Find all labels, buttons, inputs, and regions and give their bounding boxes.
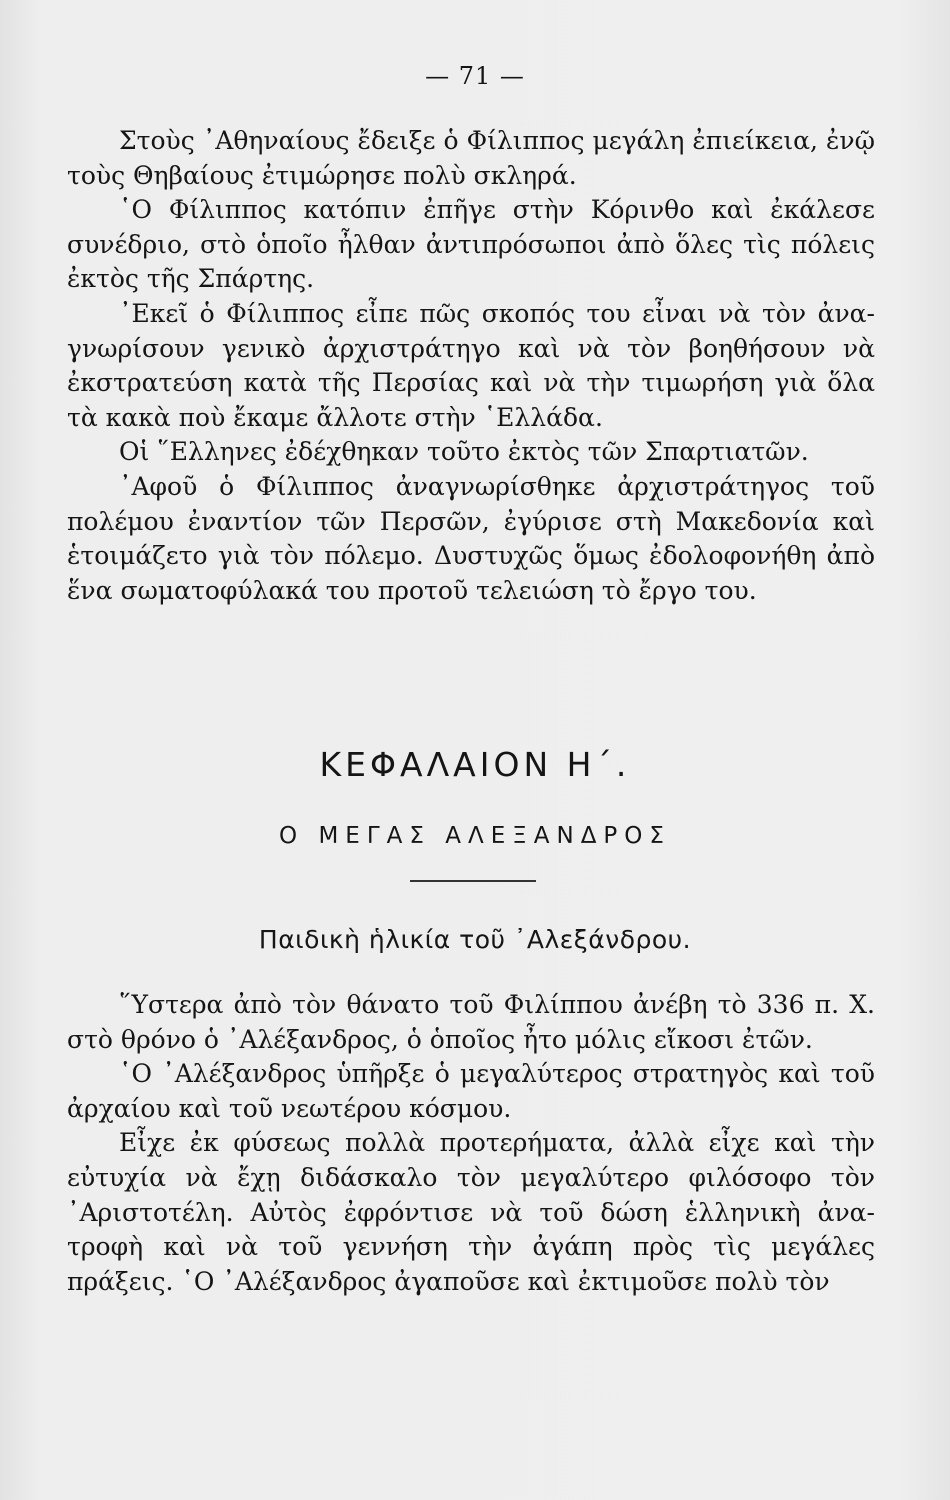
paragraph: ῾Ο ᾿Αλέξανδρος ὑπῆρξε ὁ μεγαλύτερος στρατηγὸς καὶ τοῦ ἀρχαίου καὶ τοῦ νεωτέρου κόσμου. — [67, 1059, 875, 1123]
divider-rule — [410, 880, 536, 882]
text-block-bottom — [67, 988, 875, 1299]
paragraph: Εἶχε ἐκ φύσεως πολλὰ προτερήματα, ἀλλὰ εἶχε καὶ τὴν εὐτυχία νὰ ἔχῃ διδάσκαλο τὸν μεγαλύτερο φιλόσοφο τὸν ᾿Αριστοτέλη. Αὐτὸς ἐφρόντισε νὰ τοῦ δώση ἑλληνικὴ ἀνατροφὴ καὶ νὰ τοῦ γεννήση τὴν ἀγάπη πρὸς τὶς μεγάλες πράξεις. ῾Ο ᾿Αλέξανδρος ἀγαποῦσε καὶ ἐκτιμοῦσε πολὺ τὸν — [67, 1128, 875, 1296]
paragraph: ῞Υστερα ἀπὸ τὸν θάνατο τοῦ Φιλίππου ἀνέβη τὸ 336 π. Χ. στὸ θρόνο ὁ ᾿Αλέξανδρος, ὁ ὁποῖος ἦτο μόλις εἴκοσι ἐτῶν. — [67, 990, 875, 1054]
section-title: Παιδικὴ ἡλικία τοῦ ᾿Αλεξάνδρου. — [258, 925, 692, 954]
paragraph: ᾿Εκεῖ ὁ Φίλιππος εἶπε πῶς σκοπός του εἶναι νὰ τὸν ἀναγνωρίσουν γενικὸ ἀρχιστράτηγο καὶ νὰ τὸν βοηθήσουν νὰ ἐκστρατεύση κατὰ τῆς Περσίας καὶ νὰ τὴν τιμωρήση γιὰ ὅλα τὰ κακὰ ποὺ ἔκαμε ἄλλοτε στὴν ῾Ελλάδα. — [67, 298, 875, 432]
chapter-heading: ΚΕΦΑΛΑΙΟΝ Η΄. — [319, 745, 631, 784]
paragraph: Στοὺς ᾿Αθηναίους ἔδειξε ὁ Φίλιππος μεγάλη ἐπιείκεια, ἐνῷ τοὺς Θηβαίους ἐτιμώρησε πολὺ σκληρά. — [67, 126, 875, 190]
paragraph: ῾Ο Φίλιππος κατόπιν ἐπῆγε στὴν Κόρινθο καὶ ἐκάλεσε συνέδριο, στὸ ὁποῖο ἦλθαν ἀντιπρόσωποι ἀπὸ ὅλες τὶς πόλεις ἐκτὸς τῆς Σπάρτης. — [67, 195, 875, 294]
paragraph: ᾿Αφοῦ ὁ Φίλιππος ἀναγνωρίσθηκε ἀρχιστράτηγος τοῦ πολέμου ἐναντίον τῶν Περσῶν, ἐγύρισε στὴ Μακεδονία καὶ ἑτοιμάζετο γιὰ τὸν πόλεμο. Δυστυχῶς ὅμως ἐδολοφονήθη ἀπὸ ἕνα σωματοφύλακά του προτοῦ τελειώση τὸ ἔργο του. — [67, 471, 875, 605]
chapter-title: Ο ΜΕΓΑΣ ΑΛΕΞΑΝΔΡΟΣ — [279, 823, 671, 849]
page-number: — 71 — — [425, 62, 525, 90]
paragraph: Οἱ ῞Ελληνες ἐδέχθηκαν τοῦτο ἐκτὸς τῶν Σπαρτιατῶν. — [119, 437, 809, 467]
text-block-top — [67, 124, 875, 608]
